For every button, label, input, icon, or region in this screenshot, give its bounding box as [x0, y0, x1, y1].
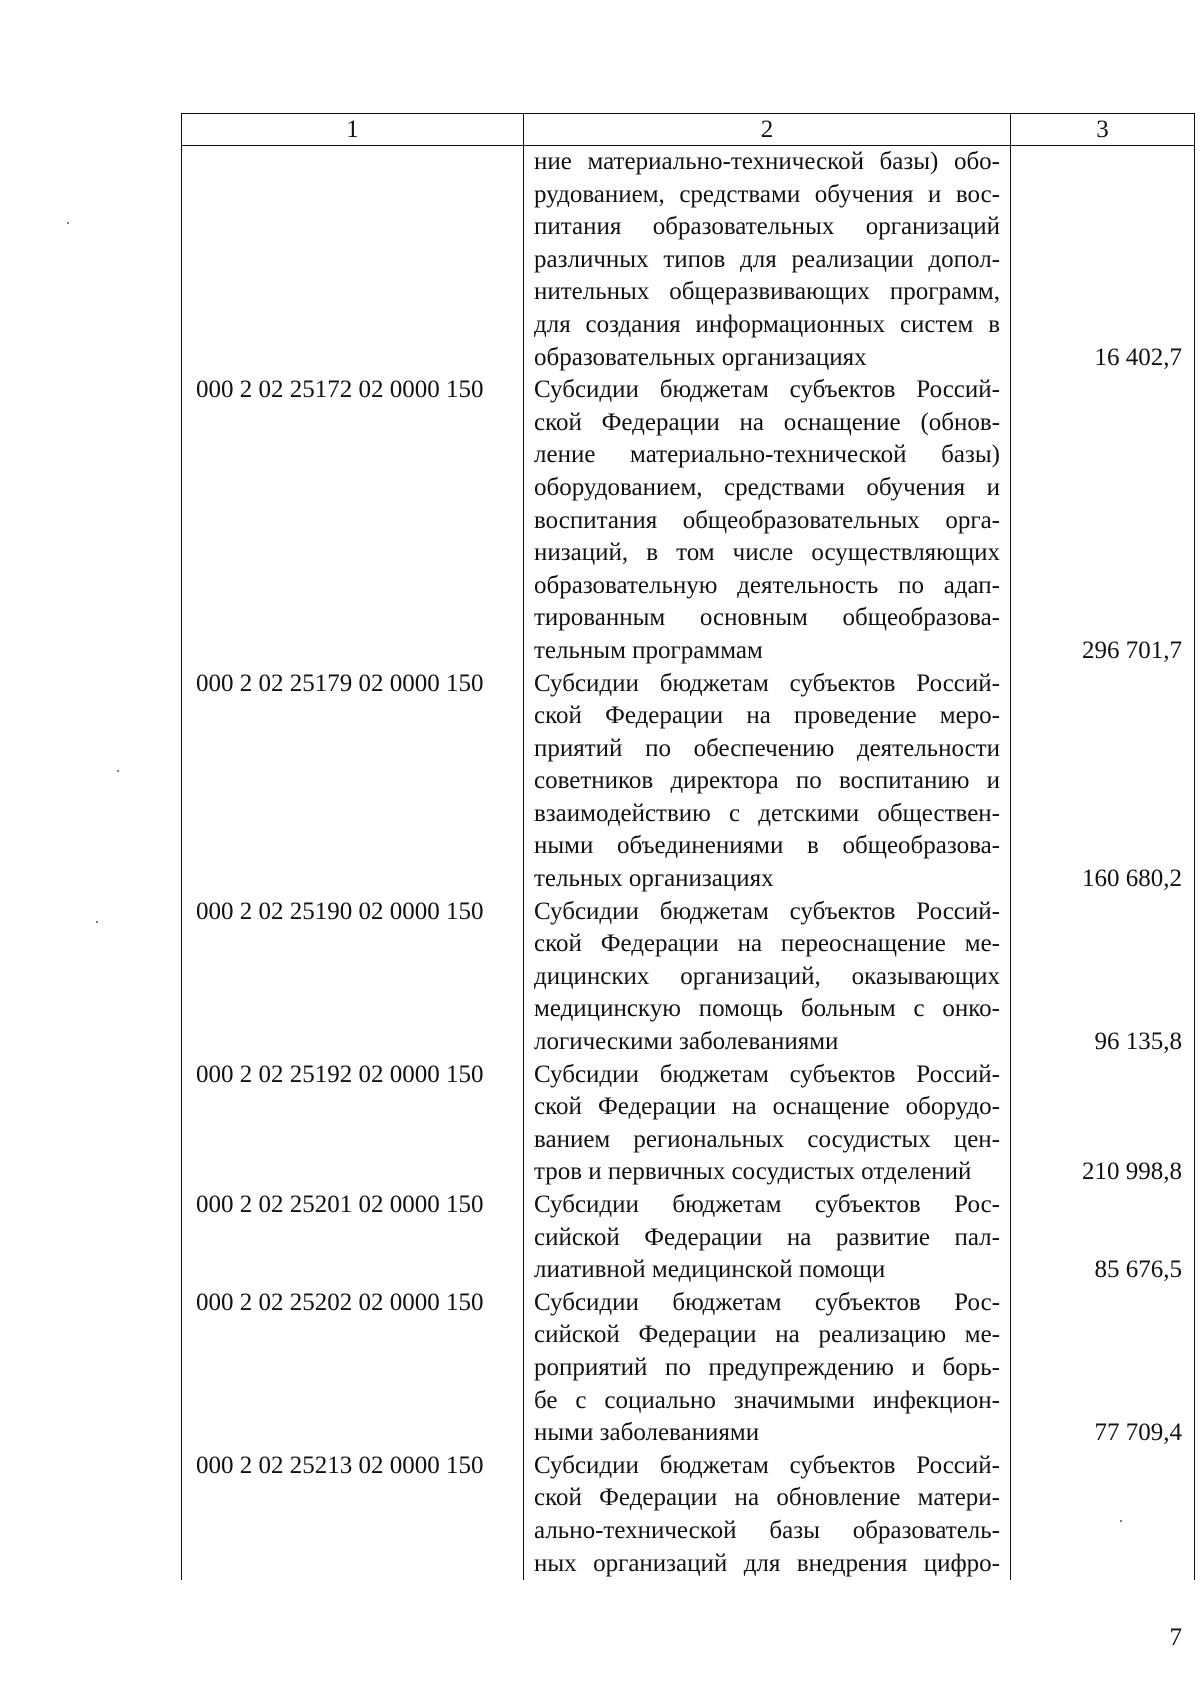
column-header-1: 1 [182, 114, 524, 146]
scan-speck [117, 770, 119, 772]
description-line: бе с социально значимыми инфекцион- [534, 1386, 1000, 1414]
table-row [182, 146, 1195, 375]
description-line: ской Федерации на оснащение (обнов- [534, 408, 1000, 436]
table-row [182, 668, 1195, 896]
description-line: питания образовательных организаций [534, 213, 1000, 241]
description-line: Субсидии бюджетам субъектов Россий- [534, 897, 1000, 925]
description-line: Субсидии бюджетам субъектов Россий- [534, 376, 1000, 404]
description-line: медицинскую помощь больным с онко- [534, 995, 1000, 1023]
table-row [182, 896, 1195, 1059]
row-amount-cell [1011, 1287, 1195, 1450]
description-line: дицинских организаций, оказывающих [534, 962, 1000, 990]
row-description [524, 1059, 1011, 1189]
row-description [524, 374, 1011, 667]
description-line: тированным основным общеобразова- [534, 604, 1000, 632]
description-line: ние материально-технической базы) обо- [534, 148, 1000, 175]
row-amount: 16 402,7 [1094, 343, 1182, 371]
page-number: 7 [1169, 1624, 1182, 1651]
description-line: Субсидии бюджетам субъектов Рос- [534, 1288, 1000, 1316]
row-amount-cell [1011, 668, 1195, 896]
description-line: приятий по обеспечению деятельности [534, 734, 1000, 762]
row-code: 000 2 02 25172 02 0000 150 [182, 374, 524, 667]
column-header-2: 2 [524, 114, 1011, 146]
description-line: ление материально-технической базы) [534, 441, 1000, 469]
description-line: для создания информационных систем в [534, 310, 1000, 338]
scan-speck [67, 222, 69, 224]
row-description [524, 146, 1011, 375]
row-code: 000 2 02 25190 02 0000 150 [182, 896, 524, 1059]
row-amount-cell [1011, 1450, 1195, 1580]
scan-speck [1120, 1520, 1122, 1522]
description-line: ными объединениями в общеобразова- [534, 832, 1000, 860]
description-line: оборудованием, средствами обучения и [534, 473, 1000, 501]
description-line: образовательную деятельность по адап- [534, 571, 1000, 599]
description-line: Субсидии бюджетам субъектов Россий- [534, 1060, 1000, 1088]
row-description [524, 668, 1011, 896]
description-line: Субсидии бюджетам субъектов Россий- [534, 1451, 1000, 1479]
description-line: ванием региональных сосудистых цен- [534, 1125, 1000, 1153]
description-line: ными заболеваниями [534, 1419, 760, 1447]
description-line: тельных организациях [534, 865, 774, 893]
row-code [182, 146, 524, 375]
description-line: ской Федерации на оснащение оборудо- [534, 1093, 1000, 1121]
description-line: различных типов для реализации допол- [534, 245, 1000, 273]
description-line: образовательных организациях [534, 343, 867, 371]
row-description [524, 1450, 1011, 1580]
description-line: ской Федерации на переоснащение ме- [534, 930, 1000, 958]
row-amount-cell [1011, 146, 1195, 375]
header-row [182, 114, 1195, 146]
row-amount: 210 998,8 [1082, 1158, 1182, 1186]
row-amount-cell [1011, 374, 1195, 667]
table-row [182, 374, 1195, 667]
row-code: 000 2 02 25192 02 0000 150 [182, 1059, 524, 1189]
row-code: 000 2 02 25201 02 0000 150 [182, 1189, 524, 1287]
description-line: нительных общеразвивающих программ, [534, 278, 1000, 306]
table-row [182, 1189, 1195, 1287]
row-amount: 85 676,5 [1094, 1256, 1182, 1284]
row-amount: 77 709,4 [1094, 1419, 1182, 1447]
row-amount: 96 135,8 [1094, 1028, 1182, 1056]
row-amount-cell [1011, 896, 1195, 1059]
table-header [182, 114, 1195, 146]
description-line: ных организаций для внедрения цифро- [534, 1549, 1000, 1577]
description-line: низаций, в том числе осуществляющих [534, 539, 1000, 567]
row-description [524, 896, 1011, 1059]
description-line: ально-технической базы образователь- [534, 1516, 1000, 1544]
description-line: взаимодействию с детскими обществен- [534, 799, 1000, 827]
description-line: ской Федерации на обновление матери- [534, 1484, 1000, 1512]
description-line: рудованием, средствами обучения и вос- [534, 180, 1000, 208]
column-header-3: 3 [1011, 114, 1195, 146]
description-line: сийской Федерации на развитие пал- [534, 1223, 1000, 1251]
description-line: сийской Федерации на реализацию ме- [534, 1321, 1000, 1349]
description-line: логическими заболеваниями [534, 1028, 839, 1056]
description-line: воспитания общеобразовательных орга- [534, 506, 1000, 534]
row-code: 000 2 02 25179 02 0000 150 [182, 668, 524, 896]
description-line: тров и первичных сосудистых отделений [534, 1158, 972, 1186]
row-code: 000 2 02 25202 02 0000 150 [182, 1287, 524, 1450]
row-amount: 296 701,7 [1082, 636, 1182, 664]
row-amount-cell [1011, 1189, 1195, 1287]
description-line: лиативной медицинской помощи [534, 1256, 886, 1284]
row-description [524, 1189, 1011, 1287]
row-code: 000 2 02 25213 02 0000 150 [182, 1450, 524, 1580]
description-line: Субсидии бюджетам субъектов Рос- [534, 1191, 1000, 1218]
scan-speck [96, 921, 98, 923]
description-line: Субсидии бюджетам субъектов Россий- [534, 669, 1000, 697]
row-amount-cell [1011, 1059, 1195, 1189]
description-line: тельным программам [534, 636, 763, 664]
row-amount: 160 680,2 [1082, 865, 1182, 893]
description-line: роприятий по предупреждению и борь- [534, 1353, 1000, 1381]
table-body [182, 146, 1195, 1581]
table-row [182, 1287, 1195, 1450]
budget-table [181, 113, 1195, 1580]
table-row [182, 1450, 1195, 1580]
row-description [524, 1287, 1011, 1450]
description-line: ской Федерации на проведение меро- [534, 702, 1000, 730]
description-line: советников директора по воспитанию и [534, 767, 1000, 795]
table-row [182, 1059, 1195, 1189]
